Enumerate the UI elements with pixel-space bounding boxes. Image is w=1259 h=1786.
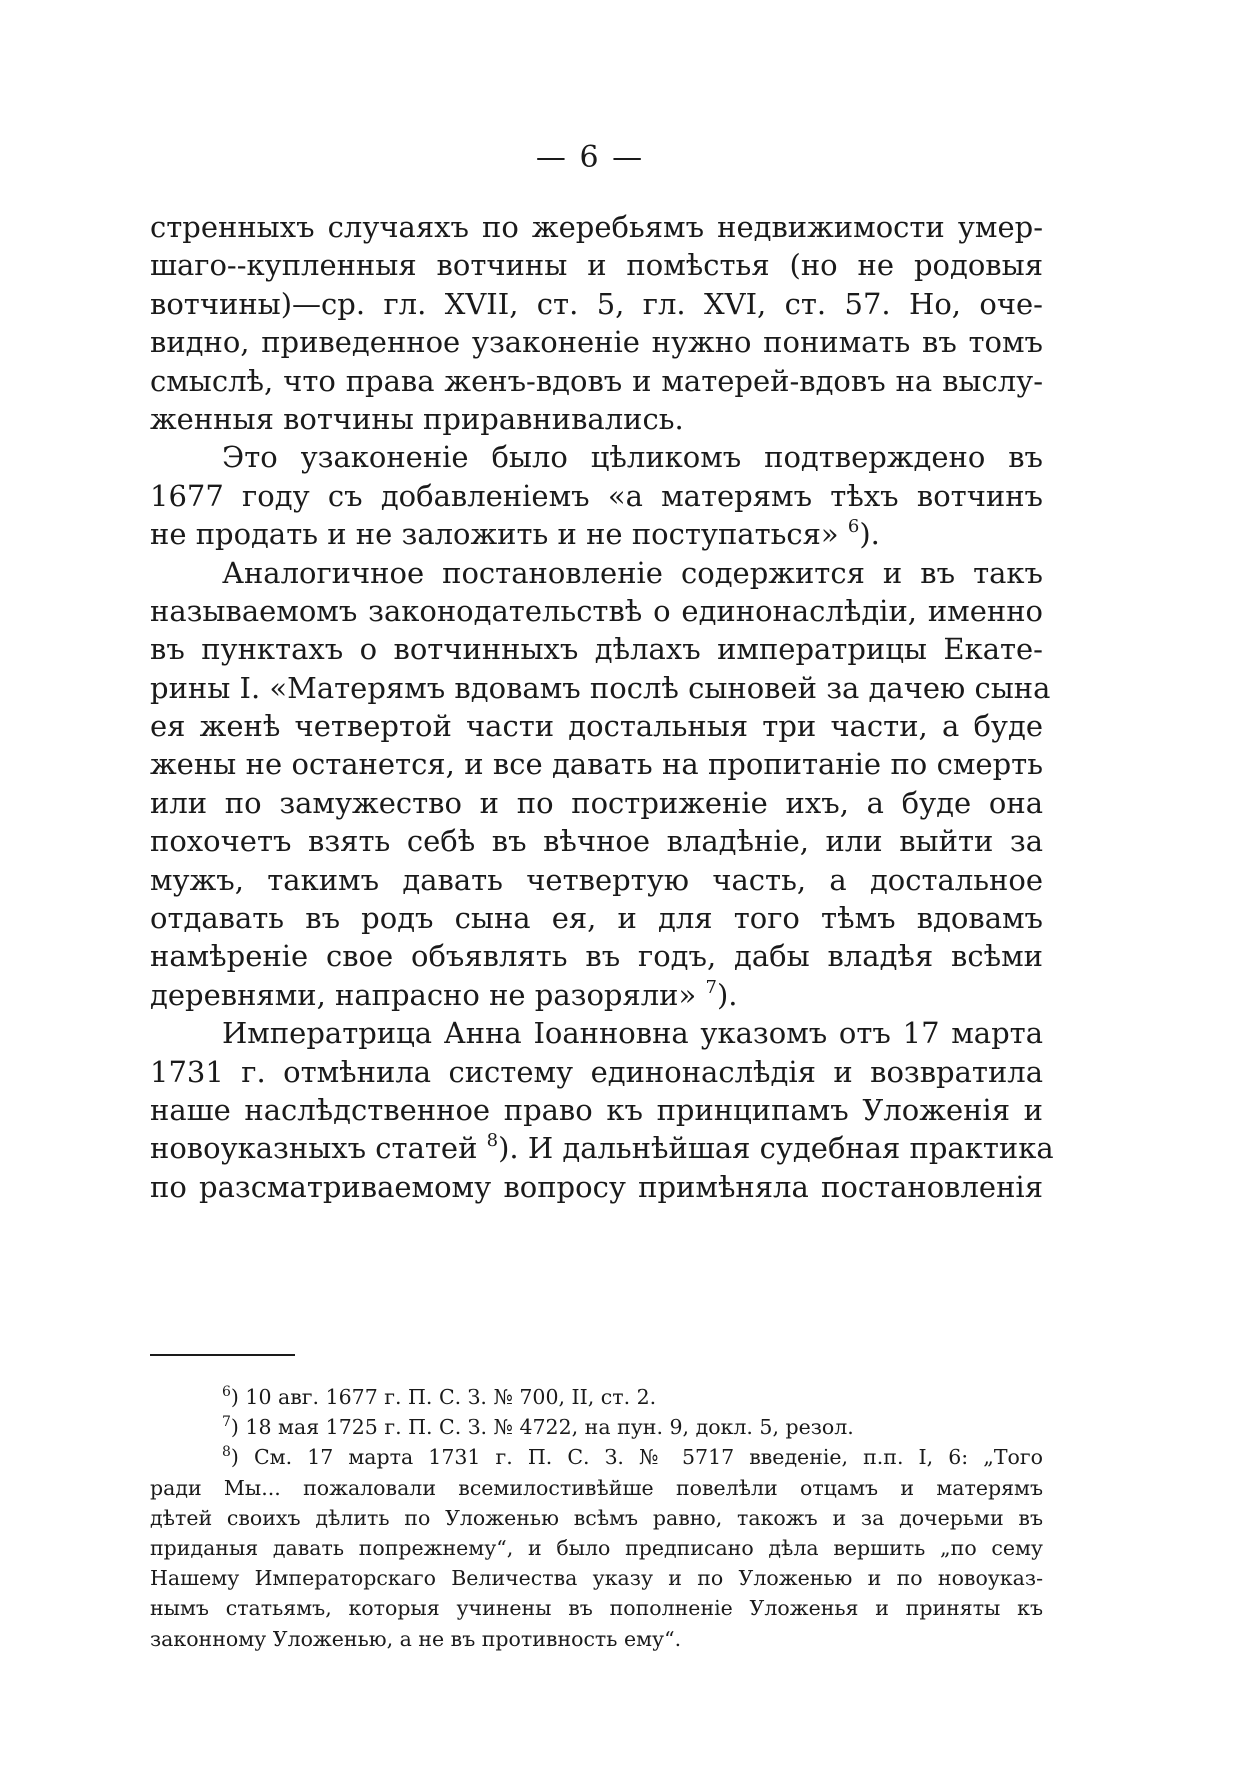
text-line	[150, 899, 1043, 937]
line-text: смыслѣ, что права женъ-вдовъ и матерей-вдовъ на выслу-	[150, 363, 1043, 398]
line-text: вотчины)—ср. гл. XVII, ст. 5, гл. XVI, ст. 57. Но, оче-	[150, 286, 1043, 321]
footnote-line	[150, 1382, 1043, 1412]
line-text: нымъ статьямъ, которыя учинены въ пополненіе Уложенья и приняты къ	[150, 1596, 1043, 1621]
line-text: Нашему Императорскаго Величества указу и по Уложенью и по новоуказ-	[150, 1566, 1043, 1591]
text-line	[150, 323, 1043, 361]
footnote-text: ) 10 авг. 1677 г. П. С. З. № 700, II, ст. 2.	[230, 1385, 657, 1409]
text-line	[150, 477, 1043, 515]
text-line	[150, 1091, 1043, 1129]
text-line	[150, 246, 1043, 284]
line-text: Аналогичное постановленіе содержится и въ такъ	[222, 555, 1043, 590]
text-line	[150, 784, 1043, 822]
text-line	[150, 1129, 1054, 1167]
text-line	[150, 1053, 1043, 1091]
footnote-text: ) См. 17 марта 1731 г. П. С. З. № 5717 введеніе, п.п. I, 6: „Того	[230, 1445, 1043, 1470]
page-number: — 6 —	[535, 140, 645, 175]
text-line	[150, 285, 1043, 323]
footnote-line	[150, 1412, 1043, 1442]
line-text: не продать и не заложить и не поступаться»	[150, 517, 839, 552]
footnote-line	[150, 1533, 1043, 1563]
text-line	[150, 438, 1043, 476]
footnote-line	[150, 1624, 1043, 1654]
text-line	[150, 861, 1043, 899]
footnote-line	[150, 1503, 1043, 1533]
line-text: мужъ, такимъ давать четвертую часть, а достальное	[150, 862, 1043, 897]
footnotes	[150, 1382, 1043, 1654]
line-text: Это узаконеніе было цѣликомъ подтверждено въ	[222, 440, 1043, 475]
main-text	[150, 208, 1054, 1206]
line-text: въ пунктахъ о вотчинныхъ дѣлахъ императрицы Екате-	[150, 632, 1043, 667]
line-text: рины I. «Матерямъ вдовамъ послѣ сыновей за дачею сына	[150, 670, 1051, 705]
text-line	[150, 707, 1043, 745]
text-line	[150, 976, 1043, 1014]
footnote-reference: 6	[847, 516, 860, 538]
line-text: законному Уложенью, а не въ противность ему“.	[150, 1626, 682, 1651]
text-line	[150, 592, 1043, 630]
text-line	[150, 1168, 1043, 1206]
text-line	[150, 822, 1043, 860]
text-line	[150, 630, 1043, 668]
text-line	[150, 669, 1051, 707]
line-text: 1677 году съ добавленіемъ «а матерямъ тѣхъ вотчинъ	[150, 478, 1043, 513]
line-text: новоуказныхъ статей	[150, 1131, 478, 1166]
line-text-continued: ). И дальнѣйшая судебная практика	[498, 1131, 1054, 1166]
line-text: ея женѣ четвертой части достальныя три части, а буде	[150, 709, 1043, 744]
footnote-line	[150, 1473, 1043, 1503]
footnote-reference: 8	[486, 1130, 499, 1152]
line-text-continued: ).	[859, 517, 880, 552]
footnote-line	[150, 1442, 1043, 1472]
line-text: по разсматриваемому вопросу примѣняла постановленія	[150, 1169, 1043, 1204]
line-text: намѣреніе свое объявлять въ годъ, дабы владѣя всѣми	[150, 939, 1043, 974]
line-text: Императрица Анна Іоанновна указомъ отъ 17 марта	[222, 1016, 1043, 1051]
line-text: дѣтей своихъ дѣлить по Уложенью всѣмъ равно, такожъ и за дочерьми въ	[150, 1505, 1043, 1530]
text-line	[150, 937, 1043, 975]
line-text: шаго--купленныя вотчины и помѣстья (но не родовыя	[150, 248, 1043, 283]
line-text: называемомъ законодательствѣ о единонаслѣдіи, именно	[150, 593, 1043, 628]
footnote-line	[150, 1593, 1043, 1623]
text-line	[150, 554, 1043, 592]
line-text-continued: ).	[716, 977, 738, 1012]
line-text: стренныхъ случаяхъ по жеребьямъ недвижимости умер-	[150, 210, 1043, 244]
line-text: похочетъ взять себѣ въ вѣчное владѣніе, или выйти за	[150, 824, 1043, 859]
text-line	[150, 362, 1043, 400]
line-text: деревнями, напрасно не разоряли»	[150, 977, 697, 1012]
line-text: ради Мы... пожаловали всемилостивѣйше повелѣли отцамъ и матерямъ	[150, 1475, 1043, 1500]
footnote-line	[150, 1563, 1043, 1593]
footnote-separator	[150, 1354, 295, 1356]
footnote-reference: 7	[705, 976, 717, 998]
text-line	[150, 1014, 1043, 1052]
text-line	[150, 515, 1043, 553]
line-text: отдавать въ родъ сына ея, и для того тѣмъ вдовамъ	[150, 901, 1043, 936]
line-text: 1731 г. отмѣнила систему единонаслѣдія и возвратила	[150, 1054, 1043, 1089]
footnote-marker: 6	[222, 1384, 231, 1400]
text-line	[150, 745, 1043, 783]
line-text: видно, приведенное узаконеніе нужно понимать въ томъ	[150, 325, 1043, 360]
text-line	[150, 208, 1043, 246]
text-line	[150, 400, 1043, 438]
line-text: или по замужество и по постриженіе ихъ, а буде она	[150, 785, 1043, 820]
footnote-marker: 8	[222, 1444, 231, 1461]
line-text: женныя вотчины приравнивались.	[150, 401, 684, 436]
line-text: жены не останется, и все давать на пропитаніе по смерть	[150, 747, 1043, 782]
footnote-text: ) 18 мая 1725 г. П. С. З. № 4722, на пун. 9, докл. 5, резол.	[230, 1415, 854, 1440]
line-text: приданыя давать попрежнему“, и было предписано дѣла вершить „по сему	[150, 1535, 1043, 1560]
line-text: наше наслѣдственное право къ принципамъ Уложенія и	[150, 1092, 1043, 1127]
footnote-marker: 7	[222, 1414, 231, 1431]
